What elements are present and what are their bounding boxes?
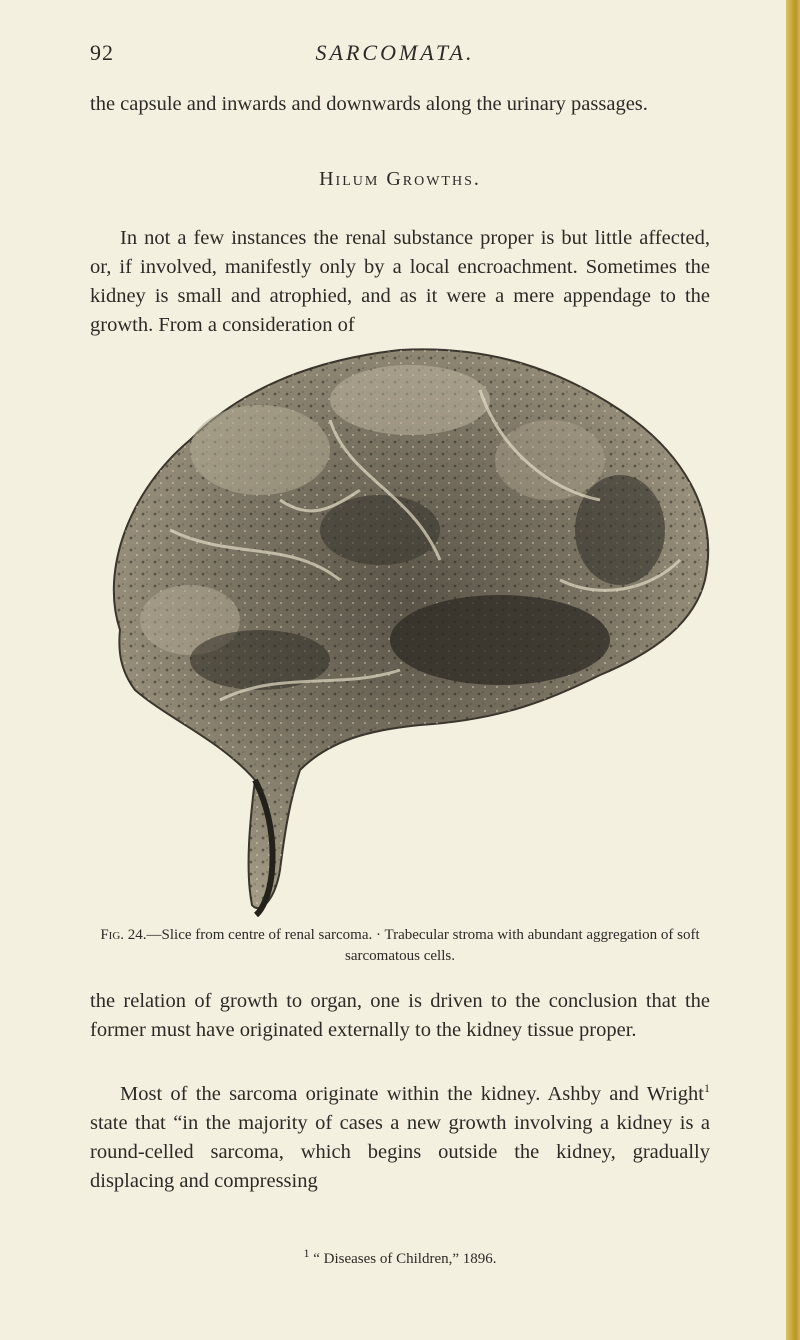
footnote-reference: 1 [704,1081,710,1095]
cell-aggregation [390,595,610,685]
lobule [495,420,605,500]
paragraph-3-text [90,1074,710,1196]
figure-caption [90,925,710,967]
renal-sarcoma-illustration [80,330,740,920]
paragraph-1 [90,224,710,340]
page-number: 92 [90,40,114,65]
footnote-text: “ Diseases of Children,” 1896. [309,1251,497,1267]
running-head: SARCOMATA. [315,40,475,65]
paragraph-3 [90,1074,710,1196]
footnote-marker: 1 [303,1246,310,1260]
figure-renal-sarcoma [80,330,740,920]
lobule [190,405,330,495]
footnote [90,1246,710,1268]
lobule [330,365,490,435]
continuation-paragraph [90,90,710,119]
paragraph-3-start: Most of the sarcoma originate within the kidney. Ashby and Wright [120,1082,704,1105]
paragraph-2 [90,987,710,1045]
figure-label: Fig. 24. [100,927,147,943]
page-header [0,40,790,76]
figure-caption-text: —Slice from centre of renal sarcoma. · Trabecular stroma with abundant aggregation of soft sarcomatous cells. [146,927,700,964]
section-heading: Hilum Growths. [319,168,481,190]
paragraph-2-text: the relation of growth to organ, one is driven to the conclusion that the former must have originated externally to the kidney tissue proper. [90,990,710,1041]
paragraph-1-text: In not a few instances the renal substance proper is but little affected, or, if involved, manifestly only by a local encroachment. Sometimes the kidney is small and atrophied, and as it were a mere appendage to the growth. From a consideration of [90,227,710,336]
continuation-text: the capsule and inwards and downwards along the urinary passages. [90,93,648,115]
paragraph-3-rest: state that “in the majority of cases a new growth involving a kidney is a round-celled sarcoma, which begins outside the kidney, gradually displacing and compressing [90,1111,710,1192]
page-edge [786,0,800,1340]
cell-aggregation [575,475,665,585]
